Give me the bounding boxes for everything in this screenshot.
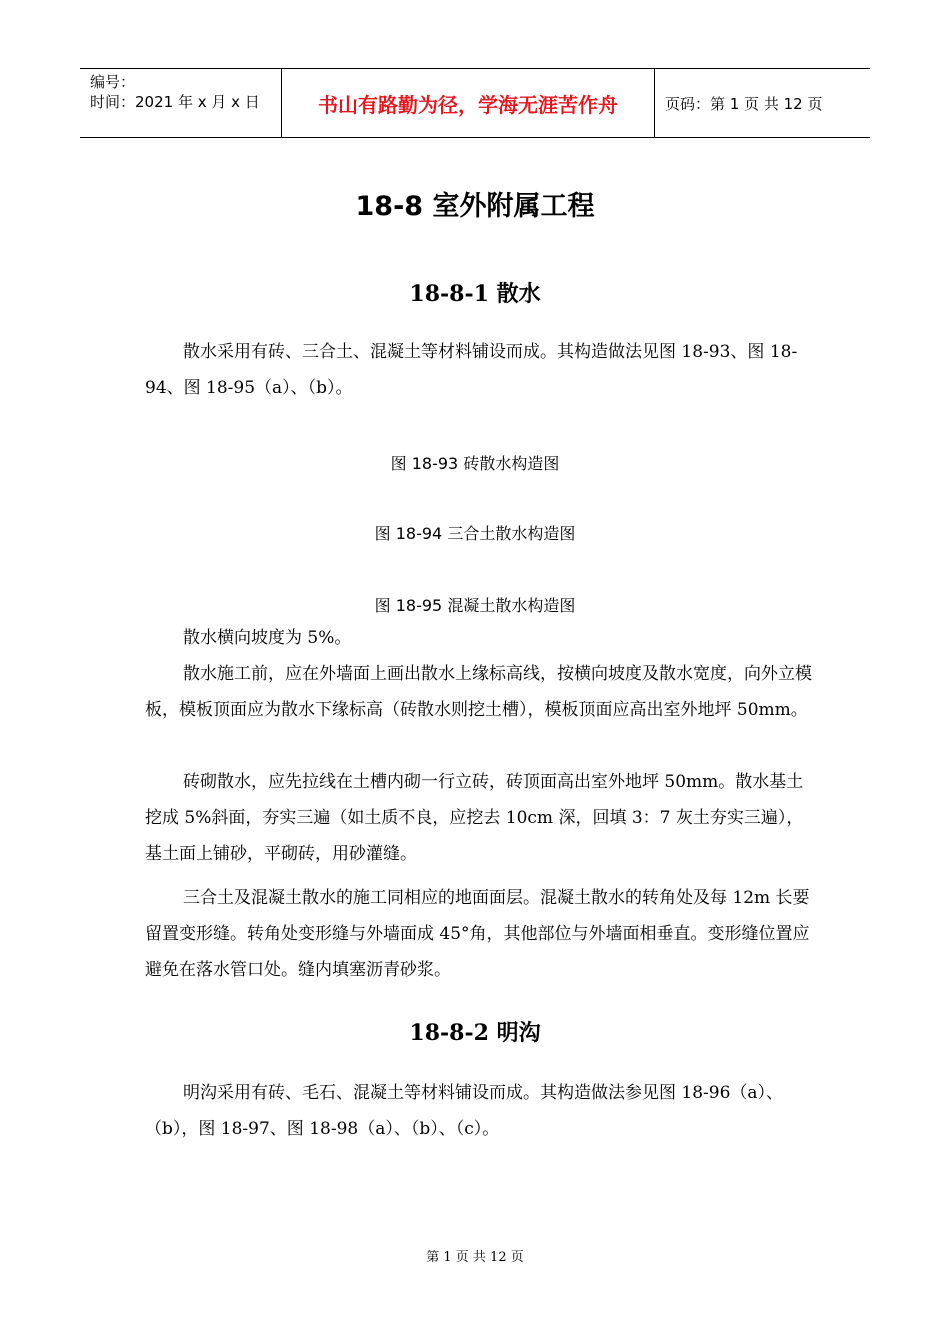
document-header bbox=[80, 68, 870, 138]
paragraph-brick: 砖砌散水，应先拉线在土槽内砌一行立砖，砖顶面高出室外地坪 50mm。散水基土挖成 5%斜面，夯实三遍（如土质不良，应挖去 10cm 深，回填 3：7 灰土夯实三遍），基土面上铺砂，平砌砖，用砂灌缝。 bbox=[145, 772, 804, 864]
page-footer: 第 1 页 共 12 页 bbox=[426, 1250, 524, 1265]
figure-caption-18-94: 图 18-94 三合土散水构造图 bbox=[374, 524, 576, 543]
section1-intro: 散水采用有砖、三合土、混凝土等材料铺设而成。其构造做法见图 18-93、图 18-94、图 18-95（a）、（b）。 bbox=[145, 342, 798, 398]
header-meta bbox=[80, 69, 282, 137]
figure-caption-18-93: 图 18-93 砖散水构造图 bbox=[390, 454, 560, 473]
paragraph-slope: 散水横向坡度为 5%。 bbox=[183, 628, 352, 648]
header-number-label: 编号： bbox=[90, 73, 136, 91]
paragraph-concrete: 三合土及混凝土散水的施工同相应的地面面层。混凝土散水的转角处及每 12m 长要留置变形缝。转角处变形缝与外墙面成 45°角，其他部位与外墙面相垂直。变形缝位置应避免在落水管口处。缝内填塞沥青砂浆。 bbox=[145, 888, 810, 980]
paragraph-construction: 散水施工前，应在外墙面上画出散水上缘标高线，按横向坡度及散水宽度，向外立模板，模板顶面应为散水下缘标高（砖散水则挖土槽），模板顶面应高出室外地坪 50mm。 bbox=[145, 664, 812, 720]
section-heading-sanshui: 18-8-1 散水 bbox=[409, 281, 541, 307]
page-title: 18-8 室外附属工程 bbox=[355, 191, 595, 222]
section2-intro: 明沟采用有砖、毛石、混凝土等材料铺设而成。其构造做法参见图 18-96（a）、（b），图 18-97、图 18-98（a）、（b）、（c）。 bbox=[145, 1083, 784, 1139]
header-motto: 书山有路勤为径，学海无涯苦作舟 bbox=[282, 69, 655, 137]
section-heading-minggou: 18-8-2 明沟 bbox=[409, 1020, 541, 1046]
header-page-info: 页码：第 1 页 共 12 页 bbox=[665, 94, 823, 113]
header-time-label: 时间：2021 年 x 月 x 日 bbox=[90, 93, 260, 111]
figure-caption-18-95: 图 18-95 混凝土散水构造图 bbox=[374, 596, 576, 615]
